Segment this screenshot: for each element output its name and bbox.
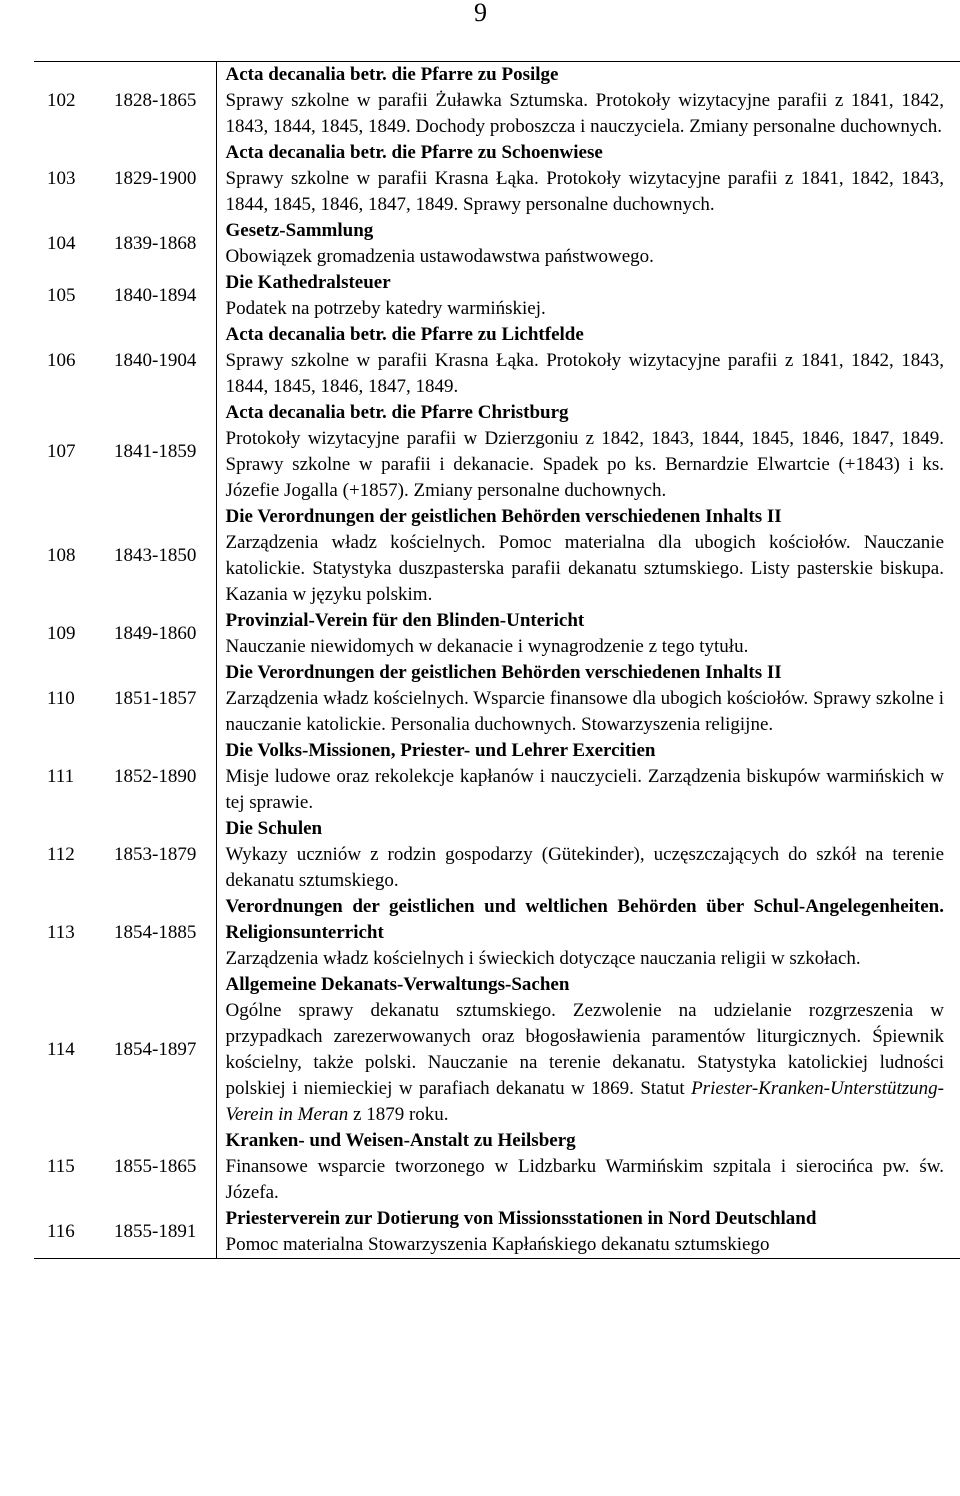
entry-description [216, 816, 960, 894]
entry-number: 107 [47, 441, 76, 462]
entry-text: Obowiązek gromadzenia ustawodawstwa państwowego. [225, 246, 654, 267]
entry-text: Sprawy szkolne w parafii Żuławka Sztumska. Protokoły wizytacyjne parafii z 1841, 1842, 1843, 1844, 1845, 1849. Dochody proboszcza i nauczyciela. Zmiany personalne duchownych. [225, 90, 944, 137]
entry-text: Finansowe wsparcie tworzonego w Lidzbarku Warmińskim szpitala i sierocińca pw. św. Józefa. [225, 1156, 944, 1203]
table-row [34, 608, 960, 660]
entry-years: 1828-1865 [105, 62, 216, 141]
entry-description [216, 738, 960, 816]
entry-years: 1840-1904 [105, 322, 216, 400]
entry-years: 1841-1859 [105, 400, 216, 504]
entry-number: 113 [47, 922, 75, 943]
entry-description [216, 270, 960, 322]
entry-title: Acta decanalia betr. die Pfarre zu Posilge [225, 64, 559, 85]
entry-description [216, 972, 960, 1128]
entry-description [216, 1206, 960, 1259]
entry-description [216, 400, 960, 504]
entry-text: Pomoc materialna Stowarzyszenia Kapłańskiego dekanatu sztumskiego [225, 1234, 770, 1255]
entry-text: Zarządzenia władz kościelnych. Pomoc materialna dla ubogich kościołów. Nauczanie katolickie. Statystyka duszpasterska parafii dekanatu sztumskiego. Listy pasterskie biskupa. Kazania w języku polskim. [225, 532, 944, 605]
table-row [34, 140, 960, 218]
entry-number: 103 [47, 168, 76, 189]
entry-number: 105 [47, 285, 76, 306]
table-row [34, 1128, 960, 1206]
entry-description [216, 1128, 960, 1206]
entry-number: 109 [47, 623, 76, 644]
entry-text: Zarządzenia władz kościelnych i świeckich dotyczące nauczania religii w szkołach. [225, 948, 861, 969]
entry-title: Gesetz-Sammlung [225, 220, 374, 241]
entry-text: Sprawy szkolne w parafii Krasna Łąka. Protokoły wizytacyjne parafii z 1841, 1842, 1843, 1844, 1845, 1846, 1847, 1849. [225, 350, 944, 397]
entry-title: Priesterverein zur Dotierung von Missionsstationen in Nord Deutschland [225, 1208, 817, 1229]
entry-description [216, 608, 960, 660]
entry-text: Wykazy uczniów z rodzin gospodarzy (Gütekinder), uczęszczających do szkół na terenie dekanatu sztumskiego. [225, 844, 944, 891]
entry-years: 1855-1865 [105, 1128, 216, 1206]
entry-number: 106 [47, 350, 76, 371]
entry-title: Die Volks-Missionen, Priester- und Lehrer Exercitien [225, 740, 656, 761]
entry-number: 116 [47, 1221, 75, 1242]
entry-text-part: Ogólne sprawy dekanatu sztumskiego. Zezwolenie na udzielanie rozgrzeszenia w przypadkach zarezerwowanych oraz błogosławienia paramentów liturgicznych. Śpiewnik kościelny, także polski. Nauczanie na terenie dekanatu. Statystyka katolickiej ludności polskiej i niemieckiej w parafiach dekanatu w 1869. Statut [225, 1000, 944, 1099]
table-row [34, 322, 960, 400]
entry-description [216, 140, 960, 218]
entry-title: Die Schulen [225, 818, 323, 839]
entry-text-italic: Priester-Kranken-Unterstützung-Verein in Meran [225, 1078, 944, 1125]
entry-text [226, 998, 945, 1128]
table-row [34, 218, 960, 270]
entry-text-part: z 1879 roku. [348, 1104, 449, 1125]
table-row [34, 270, 960, 322]
entry-text: Zarządzenia władz kościelnych. Wsparcie finansowe dla ubogich kościołów. Sprawy szkolne i nauczanie katolickie. Personalia duchownych. Stowarzyszenia religijne. [225, 688, 944, 735]
archive-catalog-table [34, 61, 960, 1259]
page-number: 9 [474, 0, 487, 27]
entry-text: Protokoły wizytacyjne parafii w Dzierzgoniu z 1842, 1843, 1844, 1845, 1846, 1847, 1849. Sprawy szkolne w parafii i dekanacie. Spadek po ks. Bernardzie Elwartcie (+1843) i ks. Józefie Jogalla (+1857). Zmiany personalne duchownych. [225, 428, 944, 501]
entry-number: 112 [47, 844, 75, 865]
entry-title: Acta decanalia betr. die Pfarre zu Schoenwiese [225, 142, 603, 163]
entry-description [216, 322, 960, 400]
entry-text: Sprawy szkolne w parafii Krasna Łąka. Protokoły wizytacyjne parafii z 1841, 1842, 1843, 1844, 1845, 1846, 1847, 1849. Sprawy personalne duchownych. [225, 168, 944, 215]
entry-description [216, 504, 960, 608]
entry-description [216, 62, 960, 141]
entry-number: 111 [47, 766, 75, 787]
entry-years: 1855-1891 [105, 1206, 216, 1259]
entry-years: 1854-1885 [105, 894, 216, 972]
entry-title: Verordnungen der geistlichen und weltlichen Behörden über Schul-Angelegenheiten. Religionsunterricht [225, 896, 944, 943]
entry-text: Nauczanie niewidomych w dekanacie i wynagrodzenie z tego tytułu. [225, 636, 749, 657]
entry-text: Misje ludowe oraz rekolekcje kapłanów i nauczycieli. Zarządzenia biskupów warmińskich w tej sprawie. [225, 766, 944, 813]
entry-description [216, 218, 960, 270]
entry-title: Provinzial-Verein für den Blinden-Untericht [225, 610, 585, 631]
table-row [34, 1206, 960, 1259]
entry-description [216, 894, 960, 972]
table-row [34, 400, 960, 504]
entry-years: 1849-1860 [105, 608, 216, 660]
entry-number: 102 [47, 90, 76, 111]
entry-description [216, 660, 960, 738]
entry-number: 110 [47, 688, 75, 709]
entry-title: Allgemeine Dekanats-Verwaltungs-Sachen [225, 974, 570, 995]
entry-title: Kranken- und Weisen-Anstalt zu Heilsberg [225, 1130, 576, 1151]
entry-number: 115 [47, 1156, 75, 1177]
entry-number: 114 [47, 1039, 75, 1060]
entry-title: Acta decanalia betr. die Pfarre Christburg [225, 402, 569, 423]
entry-years: 1839-1868 [105, 218, 216, 270]
entry-number: 104 [47, 233, 76, 254]
entry-years: 1840-1894 [105, 270, 216, 322]
entry-years: 1852-1890 [105, 738, 216, 816]
entry-title: Die Verordnungen der geistlichen Behörden verschiedenen Inhalts II [225, 662, 782, 683]
entry-title: Die Verordnungen der geistlichen Behörden verschiedenen Inhalts II [225, 506, 782, 527]
table-row [34, 62, 960, 141]
entry-number: 108 [47, 545, 76, 566]
entry-text: Podatek na potrzeby katedry warmińskiej. [225, 298, 546, 319]
table-row [34, 894, 960, 972]
entry-title: Die Kathedralsteuer [225, 272, 391, 293]
table-row [34, 660, 960, 738]
entry-title: Acta decanalia betr. die Pfarre zu Lichtfelde [225, 324, 584, 345]
entry-years: 1829-1900 [105, 140, 216, 218]
entry-years: 1854-1897 [105, 972, 216, 1128]
entry-years: 1843-1850 [105, 504, 216, 608]
table-row [34, 738, 960, 816]
entry-years: 1853-1879 [105, 816, 216, 894]
table-row [34, 972, 960, 1128]
entry-years: 1851-1857 [105, 660, 216, 738]
table-row [34, 816, 960, 894]
table-row [34, 504, 960, 608]
